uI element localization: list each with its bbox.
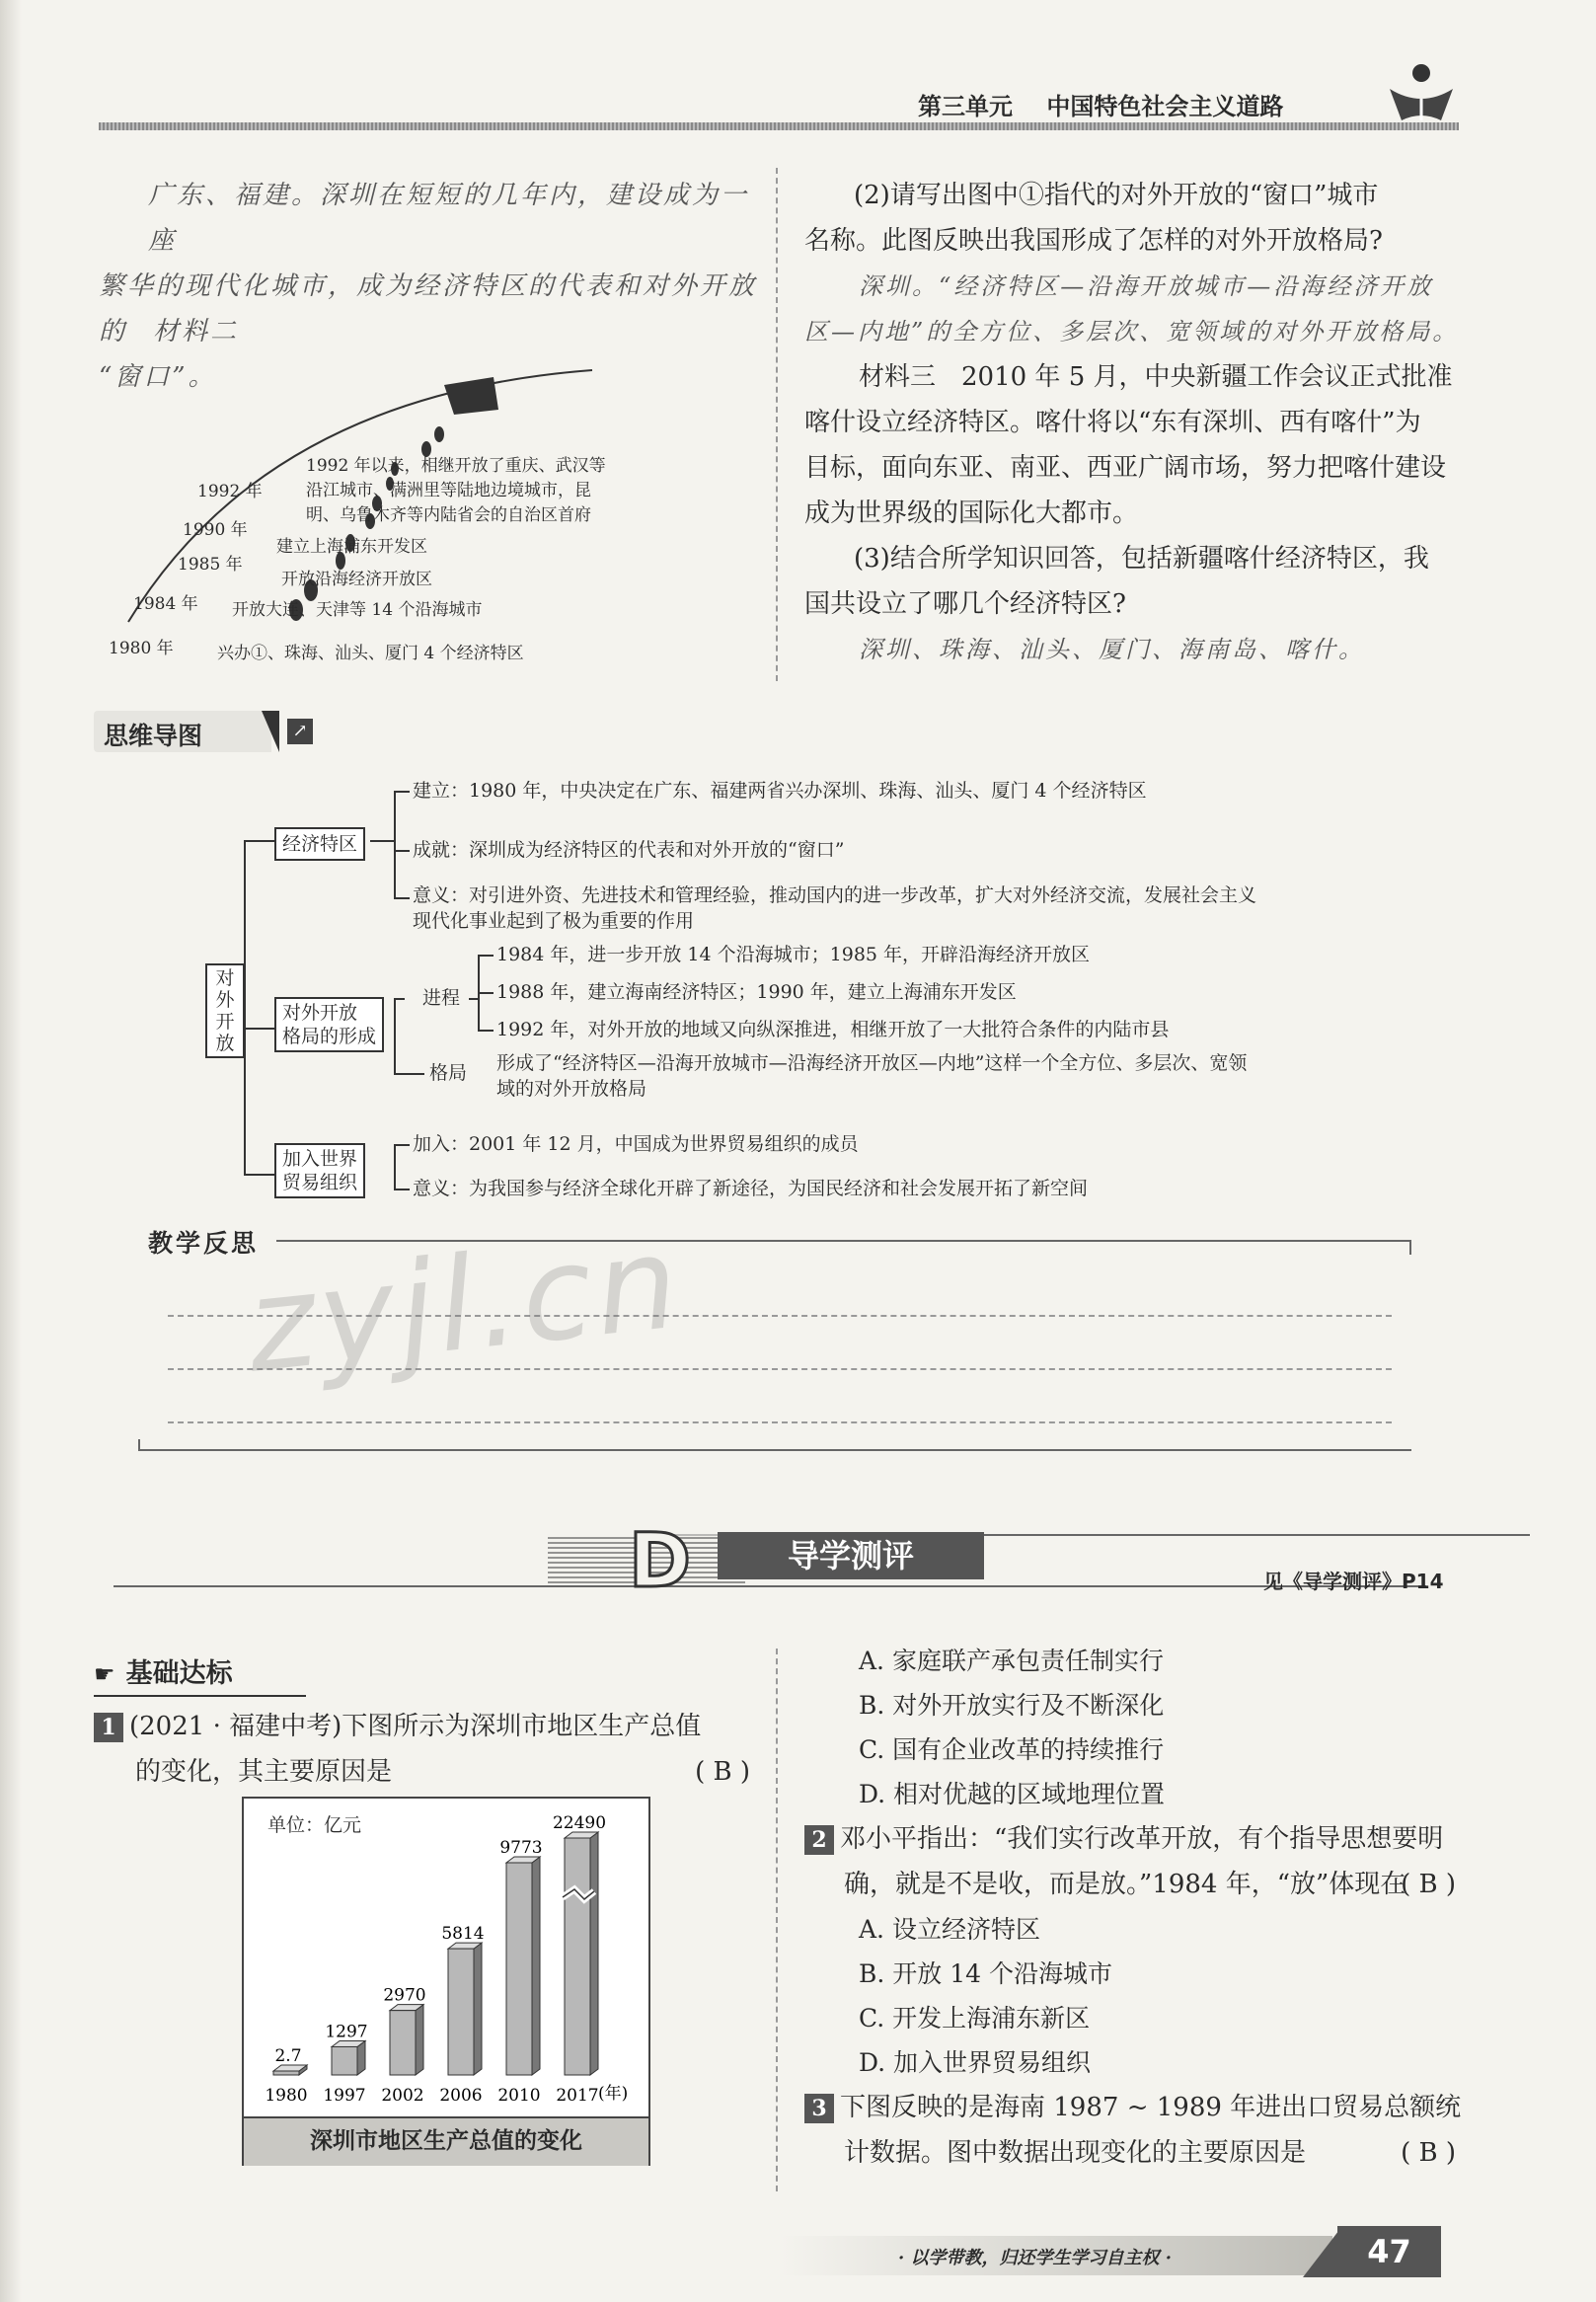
chart-title: 深圳市地区生产总值的变化: [310, 2127, 582, 2154]
a2-line: 深圳。“经济特区—沿海开放城市—沿海经济开放: [859, 272, 1434, 300]
x-tick-label: 2002: [381, 2086, 424, 2106]
bar-value-label: 22490: [552, 1813, 607, 1833]
bar-value-label: 1297: [325, 2022, 368, 2042]
mindmap-root: 对外开放: [205, 963, 245, 1058]
header-title: 中国特色社会主义道路: [1046, 93, 1284, 120]
mm-wto-join: 加入：2001 年 12 月，中国成为世界贸易组织的成员: [413, 1133, 859, 1155]
q2-option[interactable]: D. 加入世界贸易组织: [859, 2048, 1092, 2077]
mm-jincheng: 进程: [422, 987, 461, 1009]
node-wto: [274, 1143, 365, 1198]
section-letter: D: [629, 1516, 692, 1604]
bar: [332, 2046, 357, 2075]
mm-yiyi-line: 现代化事业起到了极为重要的作用: [413, 910, 695, 932]
chart-caption-bar: [244, 2116, 648, 2166]
q1-line: 的变化，其主要原因是: [135, 1757, 393, 1787]
right-column: [804, 173, 1466, 672]
q2-option[interactable]: B. 开放 14 个沿海城市: [859, 1959, 1112, 1988]
chart-unit: 单位：亿元: [267, 1814, 362, 1836]
q2-option[interactable]: C. 开发上海浦东新区: [859, 2004, 1091, 2033]
q1-option[interactable]: C. 国有企业改革的持续推行: [859, 1735, 1165, 1764]
hand-pointer-icon: ☛: [94, 1660, 115, 1688]
column-divider-lower: [776, 1649, 778, 2191]
reader-logo-icon: [1382, 59, 1461, 128]
q3-number: 3: [804, 2094, 834, 2123]
bar: [273, 2071, 299, 2075]
m3-line: 成为世界级的国际化大都市。: [804, 499, 1139, 528]
node-pattern-line: 对外开放: [282, 1002, 358, 1024]
bar: [565, 1838, 590, 2075]
q3-answer: ( B ): [1401, 2138, 1456, 2168]
header-rule: [99, 122, 1459, 130]
mm-yiyi: [413, 882, 1256, 934]
timeline-text: 开放大连、天津等 14 个沿海城市: [232, 600, 483, 620]
gdp-chart: [242, 1797, 650, 2166]
x-tick-label: 2010: [497, 2086, 541, 2106]
node-pattern-line: 格局的形成: [282, 1026, 377, 1047]
x-tick-label: 2017: [556, 2086, 599, 2106]
mindmap: [197, 770, 1481, 1204]
bar: [506, 1863, 532, 2075]
mm-geju-line: 域的对外开放格局: [496, 1078, 647, 1100]
q1-option[interactable]: D. 相对优越的区域地理位置: [859, 1780, 1166, 1808]
section-ref: 见《导学测评》P14: [1263, 1570, 1444, 1593]
basic-title: 基础达标: [125, 1658, 233, 1689]
a2-line: 区—内地”的全方位、多层次、宽领域的对外开放格局。: [804, 318, 1460, 345]
q2-answer: ( B ): [1401, 1870, 1456, 1899]
timeline-text: 明、乌鲁木齐等内陆省会的自治区首府: [306, 505, 591, 525]
m3-line: 材料三 2010 年 5 月，中央新疆工作会议正式批准: [859, 362, 1453, 392]
q2-option[interactable]: A. 设立经济特区: [859, 1915, 1040, 1944]
q2-number: 2: [804, 1825, 834, 1855]
bar-side: [474, 1943, 482, 2075]
bar-value-label: 2970: [383, 1985, 426, 2006]
mm-chengjiu: 成就：深圳成为经济特区的代表和对外开放的“窗口”: [413, 839, 845, 861]
q2-line: 名称。此图反映出我国形成了怎样的对外开放格局?: [804, 226, 1383, 256]
mindmap-title-bar: [94, 711, 311, 756]
q2-line: (2)请写出图中①指代的对外开放的“窗口”城市: [854, 181, 1379, 210]
x-tick-label: 1980: [265, 2086, 308, 2106]
timeline-text: 开放沿海经济开放区: [281, 570, 432, 589]
timeline-year: 1984 年: [133, 594, 198, 614]
x-unit-label: (年): [598, 2084, 629, 2104]
column-divider: [776, 168, 778, 681]
bar-side: [590, 1832, 598, 2075]
intro-line: “窗口”。: [99, 362, 217, 392]
mindmap-title: 思维导图: [104, 722, 203, 750]
bar-value-label: 2.7: [274, 2046, 302, 2066]
chart-plot: [244, 1799, 648, 2114]
x-tick-label: 1997: [323, 2086, 366, 2106]
bar-value-label: 9773: [499, 1837, 543, 1858]
q3-line: (3)结合所学知识回答，包括新疆喀什经济特区，我: [854, 544, 1429, 574]
footer-slogan: · 以学带教，归还学生学习自主权 ·: [898, 2248, 1173, 2268]
mm-geju-label: 格局: [429, 1062, 468, 1084]
node-wto-line: 加入世界: [282, 1148, 358, 1170]
material2-label: 材料二: [153, 317, 240, 346]
unit-label: 第三单元: [918, 93, 1013, 120]
page-number: 47: [1337, 2226, 1441, 2277]
mm-p3: 1992 年，对外开放的地域又向纵深推进，相继开放了一大批符合条件的内陆市县: [496, 1019, 1170, 1040]
page-header: [99, 87, 1459, 134]
timeline-year: 1992 年: [197, 482, 263, 501]
mm-geju-line: 形成了“经济特区—沿海开放城市—沿海经济开放区—内地”这样一个全方位、多层次、宽领: [496, 1052, 1248, 1074]
arrow-icon: ↗: [287, 719, 313, 744]
watermark: zyjl.cn: [240, 1206, 689, 1402]
intro-line: 繁华的现代化城市，成为经济特区的代表和对外开放的: [99, 271, 758, 346]
intro-line: 广东、福建。深圳在短短的几年内，建设成为一座: [148, 181, 750, 256]
right-column-lower: [790, 1639, 1481, 2176]
q3-line: 计数据。图中数据出现变化的主要原因是: [844, 2138, 1307, 2168]
mm-yiyi-line: 意义：对引进外资、先进技术和管理经验，推动国内的进一步改革，扩大对外经济交流，发展社会主义: [413, 884, 1257, 906]
mm-p2: 1988 年，建立海南经济特区；1990 年，建立上海浦东开发区: [496, 981, 1017, 1003]
timeline-text: 建立上海浦东开发区: [276, 537, 427, 557]
q3-line: 下图反映的是海南 1987 ~ 1989 年进出口贸易总额统: [840, 2093, 1462, 2122]
binding-edge: [0, 0, 22, 2302]
bar-side: [416, 2005, 423, 2075]
basic-title-bar: [94, 1651, 306, 1697]
x-tick-label: 2006: [439, 2086, 483, 2106]
node-econ-zone: 经济特区: [274, 827, 365, 861]
timeline-year: 1985 年: [178, 555, 243, 575]
bar: [448, 1949, 474, 2075]
q1-answer: ( B ): [695, 1757, 750, 1787]
bar-side: [532, 1857, 540, 2075]
reflection-title: 教学反思: [148, 1229, 260, 1258]
section-title: 导学测评: [718, 1532, 984, 1579]
node-wto-line: 贸易组织: [282, 1172, 358, 1193]
q1-number: 1: [94, 1713, 123, 1742]
mm-p1: 1984 年，进一步开放 14 个沿海城市；1985 年，开辟沿海经济开放区: [496, 944, 1091, 965]
mm-geju: [496, 1050, 1247, 1102]
q1-option[interactable]: B. 对外开放实行及不断深化: [859, 1691, 1165, 1720]
q1-line: (2021 · 福建中考)下图所示为深圳市地区生产总值: [129, 1712, 702, 1741]
m3-line: 目标，面向东亚、南亚、西亚广阔市场，努力把喀什建设: [804, 453, 1447, 483]
q1-option[interactable]: A. 家庭联产承包责任制实行: [859, 1647, 1164, 1675]
bar-value-label: 5814: [441, 1924, 485, 1945]
question-1: [94, 1704, 765, 1795]
a3-line: 深圳、珠海、汕头、厦门、海南岛、喀什。: [859, 636, 1365, 663]
mm-wto-meaning: 意义：为我国参与经济全球化开辟了新途径，为国民经济和社会发展开拓了新空间: [413, 1178, 1089, 1199]
timeline-text: 兴办①、珠海、汕头、厦门 4 个经济特区: [217, 644, 524, 663]
q3-line: 国共设立了哪几个经济特区?: [804, 589, 1126, 619]
timeline-text: 沿江城市、满洲里等陆地边境城市，昆: [306, 481, 591, 500]
bar: [390, 2011, 416, 2075]
footer-bar: [780, 2226, 1471, 2280]
q2-line: 邓小平指出：“我们实行改革开放，有个指导思想要明: [840, 1824, 1444, 1854]
q2-line: 确，就是不是收，而是放。”1984 年，“放”体现在: [844, 1870, 1406, 1899]
node-pattern: [274, 997, 384, 1052]
timeline-text: 1992 年以来，相继开放了重庆、武汉等: [306, 456, 606, 476]
timeline-year: 1980 年: [109, 639, 174, 658]
timeline-year: 1990 年: [183, 520, 248, 540]
mm-jianli: 建立：1980 年，中央决定在广东、福建两省兴办深圳、珠海、汕头、厦门 4 个经济特区: [413, 780, 1147, 802]
m3-line: 喀什设立经济特区。喀什将以“东有深圳、西有喀什”为: [804, 408, 1421, 437]
